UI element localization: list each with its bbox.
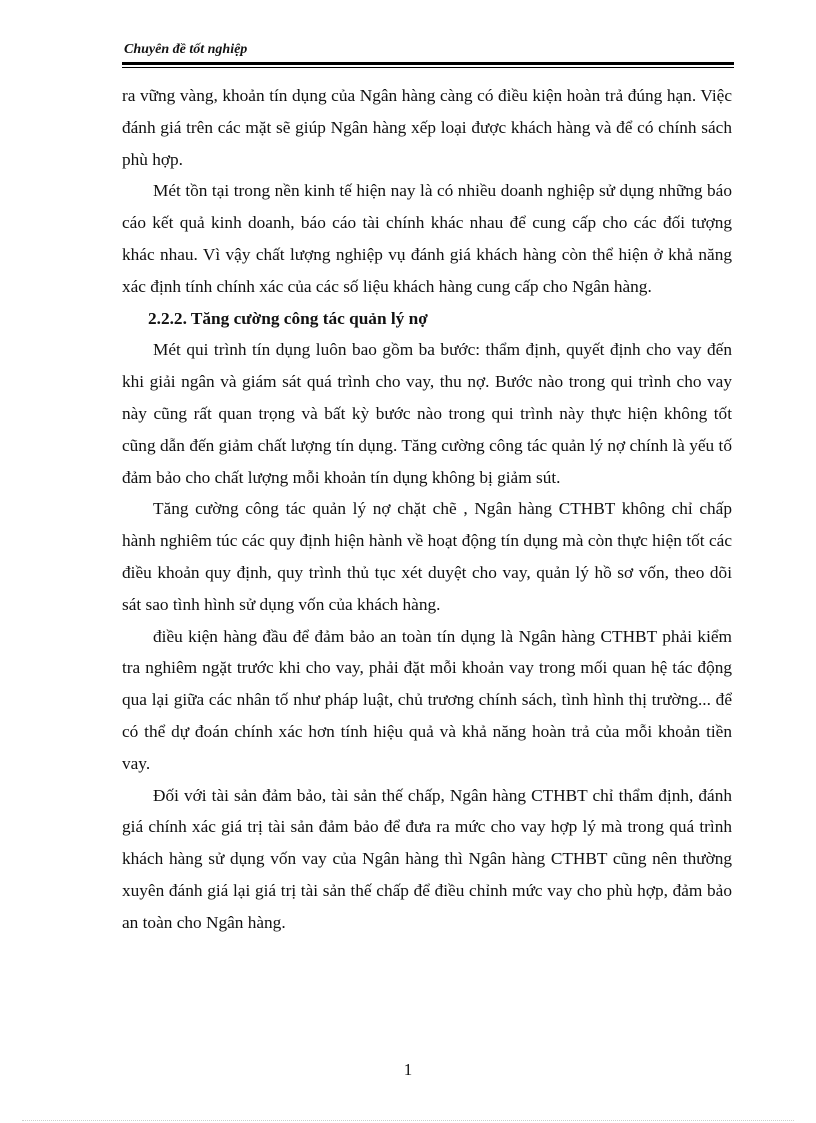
paragraph-collateral: Đối với tài sản đảm bảo, tài sản thế chấp, Ngân hàng CTHBT chỉ thẩm định, đánh giá chính xác giá trị tài sản đảm bảo để đưa ra mức cho vay hợp lý mà trong quá trình khách hàng sử dụng vốn vay của Ngân hàng thì Ngân hàng CTHBT cũng nên thường xuyên đánh giá lại giá trị tài sản thế chấp để điều chỉnh mức vay cho phù hợp, đảm bảo an toàn cho Ngân hàng. (122, 785, 732, 932)
paragraph-safety-conditions: điều kiện hàng đầu để đảm bảo an toàn tín dụng là Ngân hàng CTHBT phải kiểm tra nghiêm ngặt trước khi cho vay, phải đặt mỗi khoản vay trong mối quan hệ tác động qua lại giữa các nhân tố như pháp luật, chủ trương chính sách, tình hình thị trường... để có thể dự đoán chính xác hơn tính hiệu quả và khả năng hoàn trả của mỗi khoản tiền vay. (122, 626, 732, 773)
paragraph-credit-process: Mét qui trình tín dụng luôn bao gồm ba bước: thẩm định, quyết định cho vay đến khi giải ngân và giám sát quá trình cho vay, thu nợ. Bước nào trong qui trình cho vay này cũng rất quan trọng và bất kỳ bước nào trong qui trình này thực hiện không tốt cũng dẫn đến giảm chất lượng tín dụng. Tăng cường công tác quản lý nợ chính là yếu tố đảm bảo cho chất lượng mỗi khoản tín dụng không bị giảm sút. (122, 340, 732, 487)
page-header (122, 40, 734, 68)
page-number: 1 (403, 1060, 413, 1079)
header-rule-thin (122, 67, 734, 68)
page-bottom-divider (22, 1120, 794, 1121)
header-title: Chuyên đề tốt nghiệp (124, 42, 248, 57)
section-heading: 2.2.2. Tăng cường công tác quản lý nợ (148, 308, 428, 328)
document-body (122, 80, 732, 939)
paragraph-continuation: ra vững vàng, khoản tín dụng của Ngân hàng càng có điều kiện hoàn trả đúng hạn. Việc đánh giá trên các mặt sẽ giúp Ngân hàng xếp loại được khách hàng và để có chính sách phù hợp. (122, 86, 732, 169)
paragraph-financial-reports: Mét tồn tại trong nền kinh tế hiện nay là có nhiều doanh nghiệp sử dụng những báo cáo kết quả kinh doanh, báo cáo tài chính khác nhau để cung cấp cho các đối tượng khác nhau. Vì vậy chất lượng nghiệp vụ đánh giá khách hàng còn thể hiện ở khả năng xác định tính chính xác của các số liệu khách hàng cung cấp cho Ngân hàng. (122, 181, 732, 296)
paragraph-debt-management: Tăng cường công tác quản lý nợ chặt chẽ , Ngân hàng CTHBT không chỉ chấp hành nghiêm túc các quy định hiện hành về hoạt động tín dụng mà còn thực hiện tốt các điều khoản quy định, quy trình thủ tục xét duyệt cho vay, quản lý hồ sơ vốn, theo dõi sát sao tình hình sử dụng vốn của khách hàng. (122, 499, 732, 614)
header-rule-thick (122, 62, 734, 65)
